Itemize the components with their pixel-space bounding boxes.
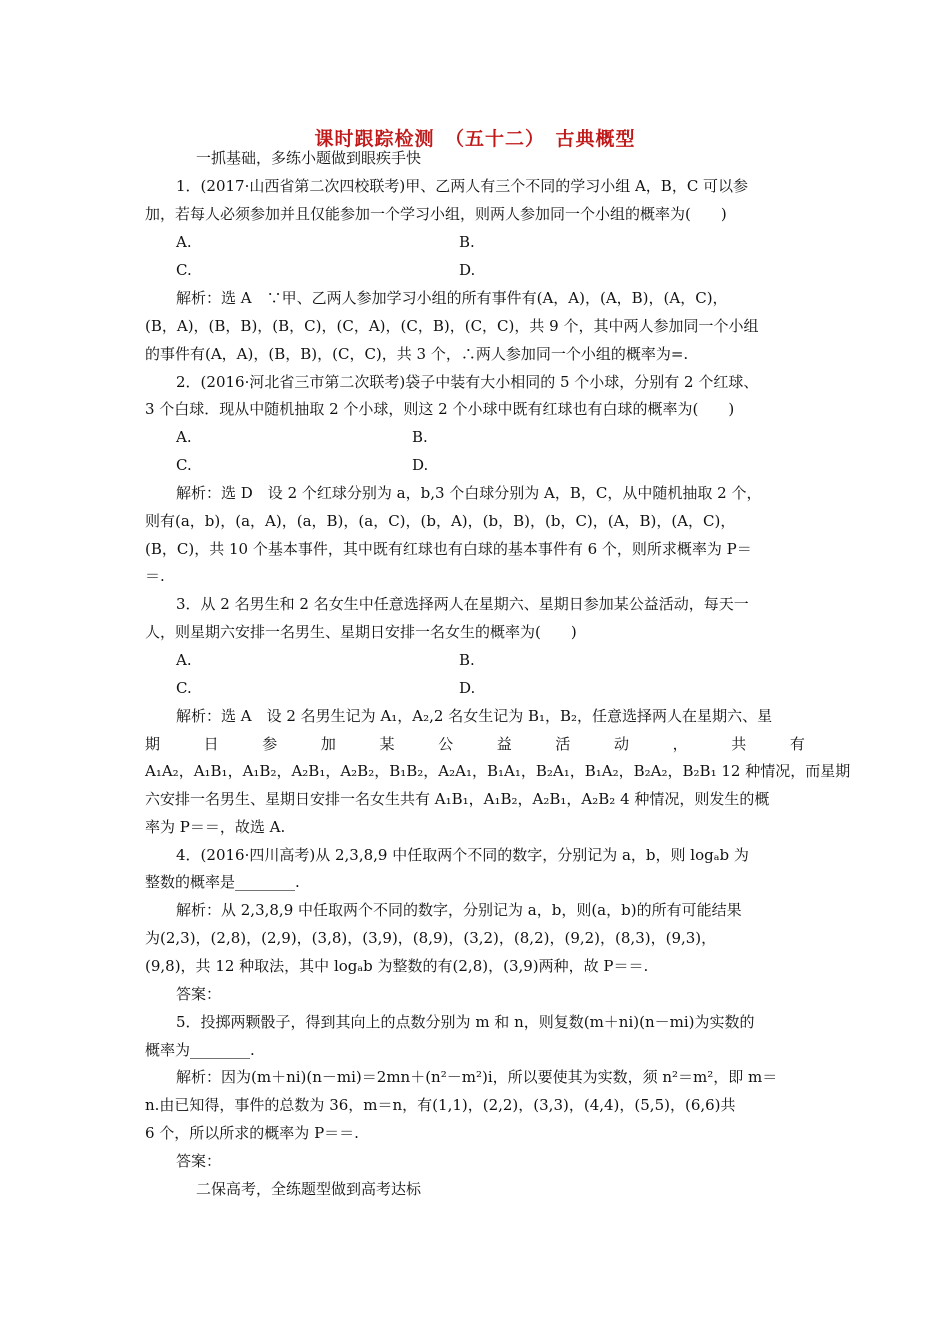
section-heading: 二保高考，全练题型做到高考达标	[196, 1180, 422, 1198]
question-text: 概率为________.	[145, 1041, 255, 1059]
word: 益	[496, 735, 512, 753]
word: 期	[145, 735, 161, 753]
word: 公	[438, 735, 454, 753]
word: 动	[614, 735, 630, 753]
option-a: A.	[176, 233, 192, 251]
solution-text: ＝.	[145, 567, 165, 585]
option-b: B.	[459, 233, 475, 251]
question-text: 人，则星期六安排一名男生、星期日安排一名女生的概率为( )	[145, 623, 577, 641]
option-d: D.	[459, 261, 476, 279]
solution-text: 解析：选 A 设 2 名男生记为 A₁，A₂,2 名女生记为 B₁，B₂，任意选择两人在星期六、星	[176, 707, 773, 725]
option-b: B.	[412, 428, 428, 446]
word: 加	[320, 735, 336, 753]
option-c: C.	[176, 456, 192, 474]
solution-text: 为(2,3)，(2,8)，(2,9)，(3,8)，(3,9)，(8,9)，(3,2)，(8,2)，(9,2)，(8,3)，(9,3)，	[145, 929, 717, 947]
section-heading: 一抓基础，多练小题做到眼疾手快	[196, 149, 422, 167]
word: 活	[555, 735, 571, 753]
page-title: 课时跟踪检测 （五十二） 古典概型	[314, 128, 636, 150]
answer-label: 答案：	[176, 985, 222, 1003]
question-text: 2．(2016·河北省三市第二次联考)袋子中装有大小相同的 5 个小球，分别有 2 个红球、	[176, 373, 759, 391]
question-text: 3 个白球．现从中随机抽取 2 个小球，则这 2 个小球中既有红球也有白球的概率为( )	[145, 400, 735, 418]
word: 有	[789, 735, 805, 753]
word: 日	[203, 735, 219, 753]
solution-text: A₁A₂，A₁B₁，A₁B₂，A₂B₁，A₂B₂，B₁B₂，A₂A₁，B₁A₁，B₂A₁，B₁A₂，B₂A₂，B₂B₁ 12 种情况，而星期	[145, 762, 851, 780]
word: ，	[672, 735, 688, 753]
option-d: D.	[412, 456, 429, 474]
word: 参	[262, 735, 278, 753]
option-c: C.	[176, 679, 192, 697]
solution-text: 的事件有(A，A)，(B，B)，(C，C)，共 3 个，∴两人参加同一个小组的概率为=.	[145, 345, 689, 363]
answer-label: 答案：	[176, 1152, 222, 1170]
solution-text: 解析：选 D 设 2 个红球分别为 a，b,3 个白球分别为 A，B，C，从中随机抽取 2 个，	[176, 484, 762, 502]
option-d: D.	[459, 679, 476, 697]
solution-text: n.由已知得，事件的总数为 36，m＝n，有(1,1)，(2,2)，(3,3)，(4,4)，(5,5)，(6,6)共	[145, 1096, 736, 1114]
question-text: 4．(2016·四川高考)从 2,3,8,9 中任取两个不同的数字，分别记为 a，b，则 logₐb 为	[176, 846, 749, 864]
solution-text: (B，A)，(B，B)，(B，C)，(C，A)，(C，B)，(C，C)，共 9 个，其中两人参加同一个小组	[145, 317, 759, 335]
solution-text: 解析：从 2,3,8,9 中任取两个不同的数字，分别记为 a，b，则(a，b)的所有可能结果	[176, 901, 742, 919]
question-text: 3．从 2 名男生和 2 名女生中任意选择两人在星期六、星期日参加某公益活动，每天一	[176, 595, 749, 613]
question-text: 加，若每人必须参加并且仅能参加一个学习小组，则两人参加同一个小组的概率为( )	[145, 205, 727, 223]
option-a: A.	[176, 428, 192, 446]
solution-text: 则有(a，b)，(a，A)，(a，B)，(a，C)，(b，A)，(b，B)，(b，C)，(A，B)，(A，C)，	[145, 512, 736, 530]
option-b: B.	[459, 651, 475, 669]
solution-text: 解析：因为(m＋ni)(n－mi)＝2mn＋(n²－m²)i，所以要使其为实数，须 n²＝m²，即 m＝	[176, 1068, 778, 1086]
question-text: 1．(2017·山西省第二次四校联考)甲、乙两人有三个不同的学习小组 A，B，C 可以参	[176, 177, 749, 195]
option-a: A.	[176, 651, 192, 669]
justified-line	[145, 734, 805, 754]
solution-text: 6 个，所以所求的概率为 P＝＝.	[145, 1124, 359, 1142]
solution-text: 率为 P＝＝，故选 A.	[145, 818, 286, 836]
word: 某	[379, 735, 395, 753]
question-text: 5．投掷两颗骰子，得到其向上的点数分别为 m 和 n，则复数(m＋ni)(n－mi)为实数的	[176, 1013, 755, 1031]
option-c: C.	[176, 261, 192, 279]
solution-text: (9,8)，共 12 种取法，其中 logₐb 为整数的有(2,8)，(3,9)两种，故 P＝＝.	[145, 957, 649, 975]
solution-text: (B，C)，共 10 个基本事件，其中既有红球也有白球的基本事件有 6 个，则所求概率为 P＝	[145, 540, 752, 558]
word: 共	[731, 735, 747, 753]
solution-text: 解析：选 A ∵甲、乙两人参加学习小组的所有事件有(A，A)，(A，B)，(A，C)，	[176, 289, 728, 307]
solution-text: 六安排一名男生、星期日安排一名女生共有 A₁B₁，A₁B₂，A₂B₁，A₂B₂ 4 种情况，则发生的概	[145, 790, 770, 808]
question-text: 整数的概率是________.	[145, 873, 300, 891]
